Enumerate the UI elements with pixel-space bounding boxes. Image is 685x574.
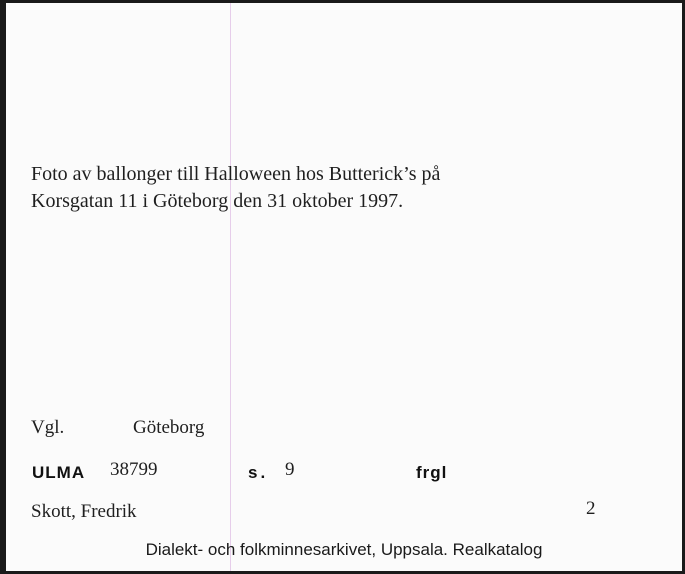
vgl-place: Göteborg <box>133 417 205 438</box>
archive-code: ULMA <box>32 463 86 482</box>
card-description <box>31 161 631 215</box>
author-name: Skott, Fredrik <box>31 501 137 522</box>
description-line: Foto av ballonger till Halloween hos Butterick’s på <box>31 163 441 185</box>
fold-line <box>230 3 231 571</box>
description-line: Korsgatan 11 i Göteborg den 31 oktober 1997. <box>31 190 404 212</box>
archive-footer: Dialekt- och folkminnesarkivet, Uppsala. Realkatalog <box>145 540 543 559</box>
page-label: s. <box>248 463 269 482</box>
vgl-label: Vgl. <box>31 417 65 438</box>
archive-number: 38799 <box>110 459 158 480</box>
category-code: frgl <box>416 463 448 482</box>
page-number: 9 <box>285 459 295 480</box>
card-number: 2 <box>586 498 596 519</box>
